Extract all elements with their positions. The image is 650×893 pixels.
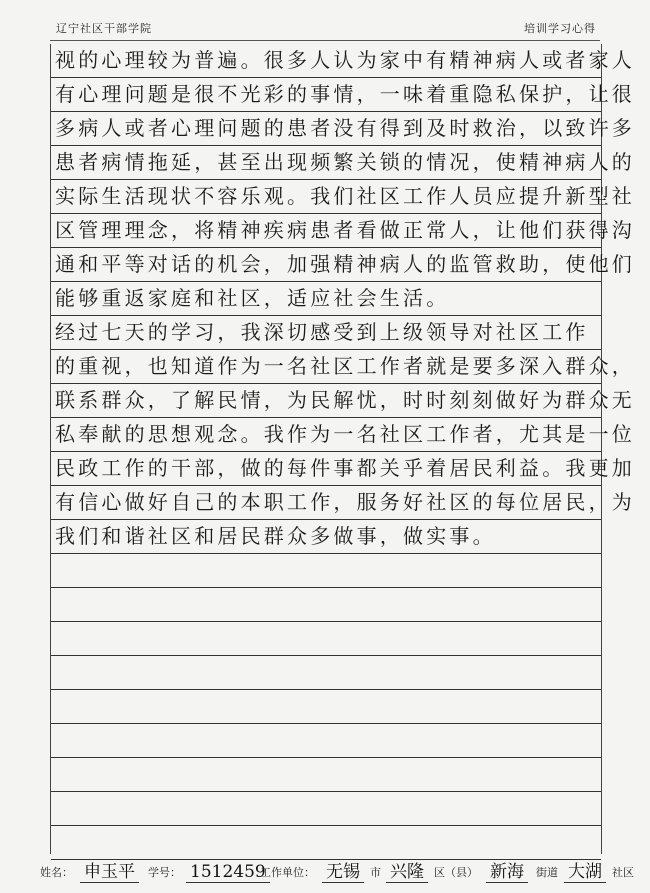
text-line — [51, 452, 635, 486]
community-value: 大湖 — [564, 857, 606, 883]
text-line — [51, 282, 601, 316]
district-value: 兴隆 — [386, 857, 428, 883]
student-name: 申玉平 — [80, 857, 139, 883]
header-doc-type: 培训学习心得 — [524, 22, 596, 35]
line-text: 有心理问题是很不光彩的事情，一味着重隐私保护，让很 — [55, 82, 635, 106]
student-id: 1512459 — [186, 862, 270, 883]
line-text: 多病人或者心理问题的患者没有得到及时救治，以致许多 — [55, 116, 635, 140]
text-line — [51, 214, 635, 248]
student-info-footer — [40, 858, 634, 884]
blank-line — [51, 690, 601, 724]
line-text: 经过七天的学习，我深切感受到上级领导对社区工作 — [55, 320, 589, 344]
text-line — [51, 520, 601, 554]
street-value: 新海 — [486, 857, 528, 883]
line-text: 患者病情拖延，甚至出现频繁关锁的情况，使精神病人的 — [55, 150, 635, 174]
text-line — [51, 112, 635, 146]
lined-sheet — [50, 44, 635, 854]
city-suffix: 市 — [370, 866, 381, 879]
line-text: 有信心做好自己的本职工作，服务好社区的每位居民，为 — [55, 490, 635, 514]
city-value: 无锡 — [322, 857, 364, 883]
text-line — [51, 44, 635, 78]
blank-line — [51, 758, 601, 792]
line-text: 视的心理较为普遍。很多人认为家中有精神病人或者家人 — [55, 48, 635, 72]
blank-line — [51, 724, 601, 758]
line-text: 联系群众，了解民情，为民解忧，时时刻刻做好为群众无 — [55, 388, 635, 412]
header-org: 辽宁社区干部学院 — [56, 22, 152, 35]
text-line — [51, 384, 635, 418]
street-suffix: 街道 — [536, 866, 558, 879]
district-suffix: 区（县） — [434, 866, 478, 879]
text-line — [51, 350, 635, 384]
blank-line — [51, 792, 601, 826]
line-text: 的重视，也知道作为一名社区工作者就是要多深入群众， — [55, 354, 635, 378]
text-line — [51, 418, 635, 452]
text-line — [51, 316, 601, 350]
blank-line — [51, 826, 601, 860]
blank-line — [51, 588, 601, 622]
text-line — [51, 486, 635, 520]
blank-line — [51, 656, 601, 690]
page-header — [50, 16, 600, 41]
line-text: 私奉献的思想观念。我作为一名社区工作者，尤其是一位 — [55, 422, 635, 446]
line-text: 我们和谐社区和居民群众多做事，做实事。 — [55, 524, 496, 548]
community-suffix: 社区 — [612, 866, 634, 879]
line-text: 实际生活现状不容乐观。我们社区工作人员应提升新型社 — [55, 184, 635, 208]
text-line — [51, 78, 635, 112]
line-text: 通和平等对话的机会，加强精神病人的监管救助，使他们 — [55, 252, 635, 276]
text-line — [51, 248, 635, 282]
line-text: 民政工作的干部，做的每件事都关乎着居民利益。我更加 — [55, 456, 635, 480]
blank-line — [51, 554, 601, 588]
id-label: 学号： — [148, 866, 181, 879]
text-line — [51, 146, 635, 180]
line-text: 能够重返家庭和社区，适应社会生活。 — [55, 286, 450, 310]
name-label: 姓名： — [40, 866, 73, 879]
unit-label: 工作单位： — [260, 866, 315, 879]
text-line — [51, 180, 635, 214]
line-text: 区管理理念，将精神疾病患者看做正常人，让他们获得沟 — [55, 218, 635, 242]
blank-line — [51, 622, 601, 656]
